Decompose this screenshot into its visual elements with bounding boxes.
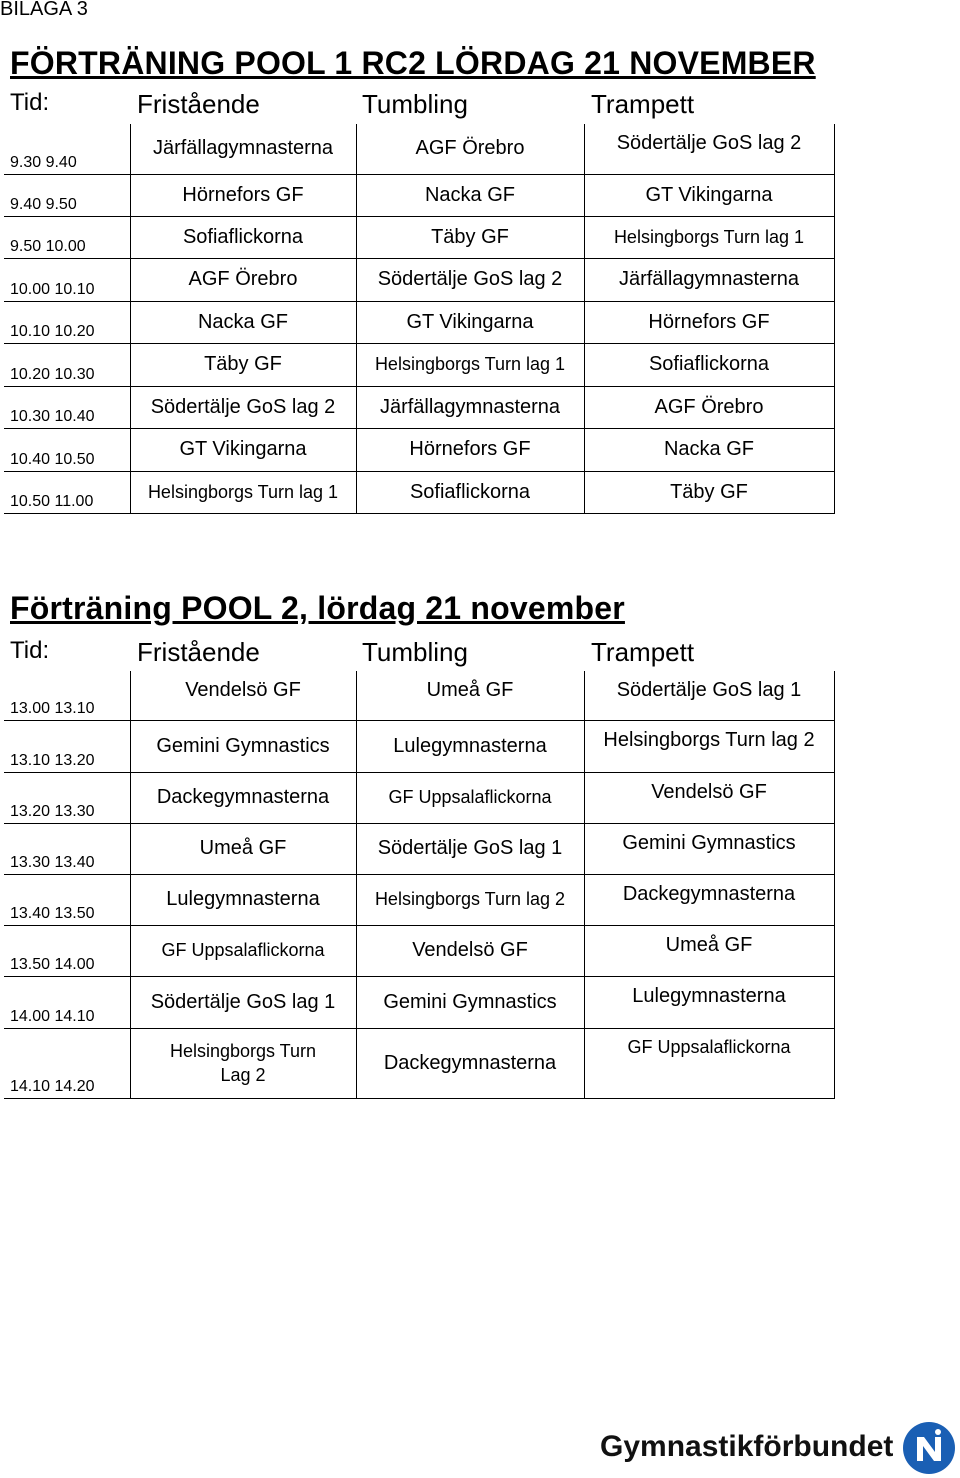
tumbling-cell: Järfällagymnasterna bbox=[356, 386, 584, 428]
time-cell: 10.00 10.10 bbox=[4, 258, 130, 301]
pool1-title: FÖRTRÄNING POOL 1 RC2 LÖRDAG 21 NOVEMBER bbox=[10, 45, 816, 81]
trampett-cell: Nacka GF bbox=[584, 428, 834, 471]
fristaende-cell: Umeå GF bbox=[130, 823, 356, 874]
tumbling-cell: Lulegymnasterna bbox=[356, 720, 584, 772]
tumbling-cell: Umeå GF bbox=[356, 671, 584, 720]
time-cell: 10.50 11.00 bbox=[4, 471, 130, 513]
trampett-cell: Umeå GF bbox=[584, 925, 834, 976]
fristaende-cell: Täby GF bbox=[130, 343, 356, 386]
tumbling-cell: GT Vikingarna bbox=[356, 301, 584, 343]
trampett-cell: Järfällagymnasterna bbox=[584, 258, 834, 301]
fristaende-cell: Gemini Gymnastics bbox=[130, 720, 356, 772]
trampett-cell: Helsingborgs Turn lag 1 bbox=[584, 216, 834, 258]
tumbling-cell: Södertälje GoS lag 1 bbox=[356, 823, 584, 874]
fristaende-cell: Södertälje GoS lag 2 bbox=[130, 386, 356, 428]
table-row bbox=[4, 174, 834, 216]
time-cell: 10.10 10.20 bbox=[4, 301, 130, 343]
time-cell: 13.10 13.20 bbox=[4, 720, 130, 772]
time-cell: 10.40 10.50 bbox=[4, 428, 130, 471]
pool2-header-time: Tid: bbox=[10, 637, 50, 664]
table-row bbox=[4, 1028, 834, 1098]
time-cell: 10.20 10.30 bbox=[4, 343, 130, 386]
pool1-header-time: Tid: bbox=[10, 89, 50, 116]
trampett-cell: GT Vikingarna bbox=[584, 174, 834, 216]
logo-text: Gymnastikförbundet bbox=[600, 1430, 894, 1463]
tumbling-cell: Sofiaflickorna bbox=[356, 471, 584, 513]
fristaende-cell: Hörnefors GF bbox=[130, 174, 356, 216]
time-cell: 13.50 14.00 bbox=[4, 925, 130, 976]
fristaende-cell: Järfällagymnasterna bbox=[130, 124, 356, 174]
fristaende-cell: Nacka GF bbox=[130, 301, 356, 343]
tumbling-cell: Dackegymnasterna bbox=[356, 1028, 584, 1098]
trampett-cell: Hörnefors GF bbox=[584, 301, 834, 343]
pool1-header-fristaende: Fristående bbox=[137, 89, 260, 119]
trampett-cell: Täby GF bbox=[584, 471, 834, 513]
pool2-header-tumbling: Tumbling bbox=[362, 637, 468, 667]
tumbling-cell: Helsingborgs Turn lag 2 bbox=[356, 874, 584, 925]
tumbling-cell: Vendelsö GF bbox=[356, 925, 584, 976]
pool1-schedule-table bbox=[4, 124, 835, 514]
fristaende-cell: AGF Örebro bbox=[130, 258, 356, 301]
trampett-cell: Södertälje GoS lag 1 bbox=[584, 671, 834, 720]
trampett-cell: AGF Örebro bbox=[584, 386, 834, 428]
table-row bbox=[4, 823, 834, 874]
trampett-cell: GF Uppsalaflickorna bbox=[584, 1028, 834, 1098]
fristaende-cell: GT Vikingarna bbox=[130, 428, 356, 471]
table-row bbox=[4, 772, 834, 823]
annex-label: BILAGA 3 bbox=[0, 0, 88, 20]
trampett-cell: Dackegymnasterna bbox=[584, 874, 834, 925]
time-cell: 9.40 9.50 bbox=[4, 174, 130, 216]
tumbling-cell: AGF Örebro bbox=[356, 124, 584, 174]
pool1-header-trampett: Trampett bbox=[591, 89, 695, 119]
table-row bbox=[4, 471, 834, 513]
tumbling-cell: Nacka GF bbox=[356, 174, 584, 216]
tumbling-cell: Södertälje GoS lag 2 bbox=[356, 258, 584, 301]
pool2-schedule-table bbox=[4, 671, 835, 1099]
table-row bbox=[4, 343, 834, 386]
fristaende-cell: Dackegymnasterna bbox=[130, 772, 356, 823]
time-cell: 14.10 14.20 bbox=[4, 1028, 130, 1098]
tumbling-cell: GF Uppsalaflickorna bbox=[356, 772, 584, 823]
pool2-header-fristaende: Fristående bbox=[137, 637, 260, 667]
pool2-header-trampett: Trampett bbox=[591, 637, 695, 667]
fristaende-cell: Sofiaflickorna bbox=[130, 216, 356, 258]
table-row bbox=[4, 671, 834, 720]
tumbling-cell: Helsingborgs Turn lag 1 bbox=[356, 343, 584, 386]
fristaende-cell: Lulegymnasterna bbox=[130, 874, 356, 925]
time-cell: 14.00 14.10 bbox=[4, 976, 130, 1028]
fristaende-cell: Helsingborgs Turn Lag 2 bbox=[130, 1028, 356, 1098]
time-cell: 9.50 10.00 bbox=[4, 216, 130, 258]
table-row bbox=[4, 428, 834, 471]
fristaende-cell: Helsingborgs Turn lag 1 bbox=[130, 471, 356, 513]
gymnastikforbundet-emblem-icon bbox=[902, 1421, 956, 1475]
fristaende-cell: GF Uppsalaflickorna bbox=[130, 925, 356, 976]
time-cell: 13.20 13.30 bbox=[4, 772, 130, 823]
table-row bbox=[4, 874, 834, 925]
time-cell: 10.30 10.40 bbox=[4, 386, 130, 428]
table-row bbox=[4, 258, 834, 301]
trampett-cell: Sofiaflickorna bbox=[584, 343, 834, 386]
table-row bbox=[4, 124, 834, 174]
tumbling-cell: Täby GF bbox=[356, 216, 584, 258]
gymnastikforbundet-logo bbox=[600, 1420, 960, 1476]
table-row bbox=[4, 925, 834, 976]
time-cell: 13.30 13.40 bbox=[4, 823, 130, 874]
trampett-cell: Lulegymnasterna bbox=[584, 976, 834, 1028]
trampett-cell: Gemini Gymnastics bbox=[584, 823, 834, 874]
time-cell: 13.40 13.50 bbox=[4, 874, 130, 925]
pool2-title: Förträning POOL 2, lördag 21 november bbox=[10, 590, 625, 626]
time-cell: 13.00 13.10 bbox=[4, 671, 130, 720]
time-cell: 9.30 9.40 bbox=[4, 124, 130, 174]
table-row bbox=[4, 301, 834, 343]
fristaende-cell: Vendelsö GF bbox=[130, 671, 356, 720]
table-row bbox=[4, 720, 834, 772]
trampett-cell: Södertälje GoS lag 2 bbox=[584, 124, 834, 174]
table-row bbox=[4, 216, 834, 258]
tumbling-cell: Gemini Gymnastics bbox=[356, 976, 584, 1028]
trampett-cell: Vendelsö GF bbox=[584, 772, 834, 823]
table-row bbox=[4, 976, 834, 1028]
fristaende-cell: Södertälje GoS lag 1 bbox=[130, 976, 356, 1028]
tumbling-cell: Hörnefors GF bbox=[356, 428, 584, 471]
pool1-header-tumbling: Tumbling bbox=[362, 89, 468, 119]
trampett-cell: Helsingborgs Turn lag 2 bbox=[584, 720, 834, 772]
table-row bbox=[4, 386, 834, 428]
